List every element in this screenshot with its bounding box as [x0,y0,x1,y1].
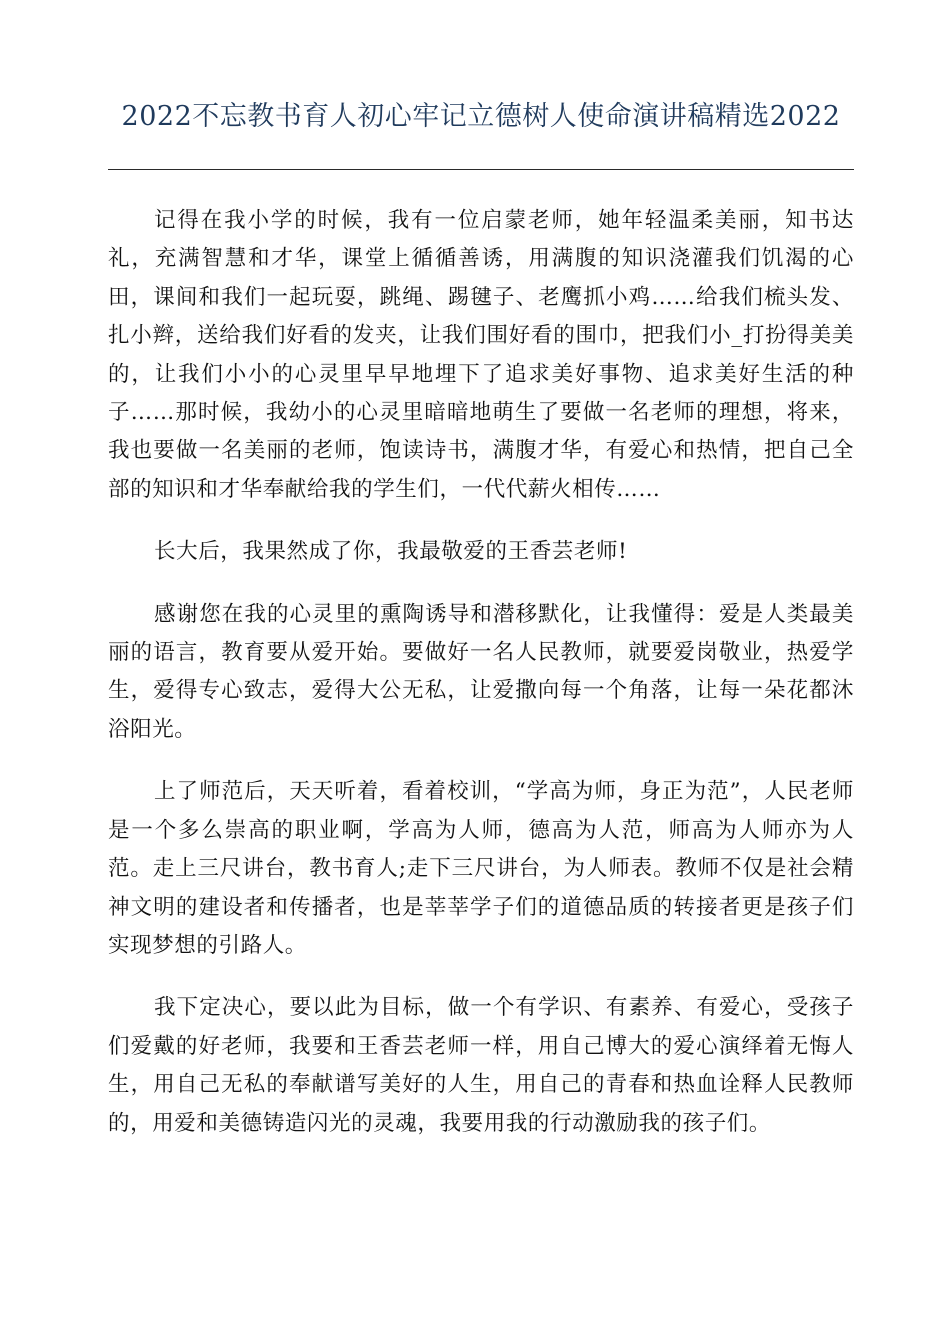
paragraph-3: 感谢您在我的心灵里的熏陶诱导和潜移默化，让我懂得：爱是人类最美丽的语言，教育要从爱开始。要做好一名人民教师，就要爱岗敬业，热爱学生，爱得专心致志，爱得大公无私，让爱撒向每一个角落，让每一朵花都沐浴阳光。 [108,601,854,742]
paragraph-1: 记得在我小学的时候，我有一位启蒙老师，她年轻温柔美丽，知书达礼，充满智慧和才华，课堂上循循善诱，用满腹的知识浇灌我们饥渴的心田，课间和我们一起玩耍，跳绳、踢毽子、老鹰抓小鸡……给我们梳头发、扎小辫，送给我们好看的发夹，让我们围好看的围巾，把我们小_打扮得美美的，让我们小小的心灵里早早地埋下了追求美好事物、追求美好生活的种子……那时候，我幼小的心灵里暗暗地萌生了要做一名老师的理想，将来，我也要做一名美丽的老师，饱读诗书，满腹才华，有爱心和热情，把自己全部的知识和才华奉献给我的学生们，一代代薪火相传…… [108,208,854,502]
document-title: 2022不忘教书育人初心牢记立德树人使命演讲稿精选2022 [121,101,841,132]
document-body [108,202,854,1167]
paragraph-2: 长大后，我果然成了你，我最敬爱的王香芸老师! [154,539,628,565]
paragraph-4: 上了师范后，天天听着，看着校训，“学高为师，身正为范”，人民老师是一个多么崇高的职业啊，学高为人师，德高为人范，师高为人师亦为人范。走上三尺讲台，教书育人;走下三尺讲台，为人师表。教师不仅是社会精神文明的建设者和传播者，也是莘莘学子们的道德品质的转接者更是孩子们实现梦想的引路人。 [108,779,854,958]
title-divider [108,169,854,170]
paragraph-5: 我下定决心，要以此为目标，做一个有学识、有素养、有爱心，受孩子们爱戴的好老师，我要和王香芸老师一样，用自己博大的爱心演绎着无悔人生，用自己无私的奉献谱写美好的人生，用自己的青春和热血诠释人民教师的，用爱和美德铸造闪光的灵魂，我要用我的行动激励我的孩子们。 [108,995,854,1136]
